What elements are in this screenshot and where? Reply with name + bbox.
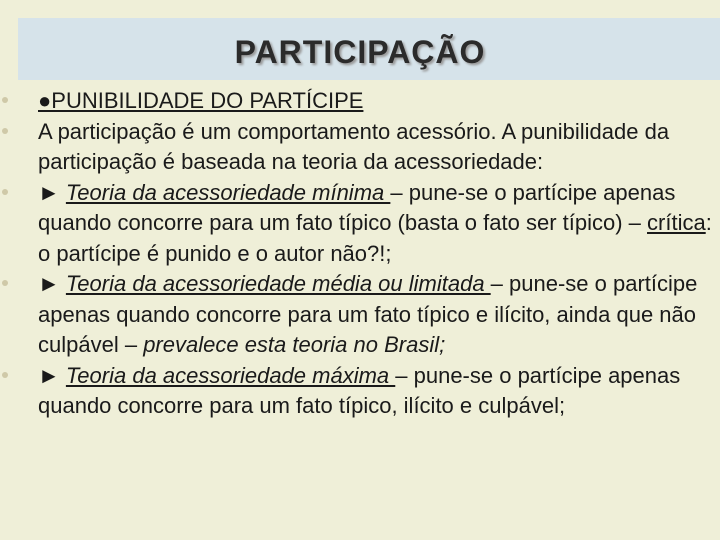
paragraph-maxima — [38, 361, 714, 422]
critica-label: crítica — [647, 210, 706, 235]
bullet-icon — [2, 128, 8, 134]
arrow-marker: ► — [38, 271, 66, 296]
bullet-icon — [2, 189, 8, 195]
paragraph-media — [38, 269, 714, 361]
theory-minima-name: Teoria da acessoriedade mínima — [65, 179, 391, 205]
paragraph-minima — [38, 178, 714, 270]
arrow-marker: ► — [38, 362, 66, 388]
paragraph-intro — [38, 117, 714, 178]
theory-media-text: – pune-se o partícipe apenas quando concorre para um fato típico e ilícito, ainda que não culpável – — [38, 271, 698, 357]
heading-text: ●PUNIBILIDADE DO PARTÍCIPE — [38, 88, 364, 113]
bullet-icon — [2, 280, 8, 286]
paragraph-punibilidade-heading — [38, 86, 714, 117]
intro-text: A participação é um comportamento acessório. A punibilidade da participação é baseada na teoria da acessoriedade: — [38, 118, 670, 174]
slide-title: PARTICIPAÇÃO — [234, 34, 486, 70]
prevalece-text: prevalece esta teoria no Brasil; — [143, 332, 446, 357]
theory-maxima-name: Teoria da acessoriedade máxima — [65, 362, 396, 388]
critica-text: : o partícipe é punido e o autor não?!; — [38, 210, 712, 266]
slide-body — [38, 86, 714, 422]
arrow-marker: ► — [38, 179, 66, 205]
theory-maxima-text: – pune-se o partícipe apenas quando concorre para um fato típico, ilícito e culpável; — [38, 362, 681, 418]
theory-media-name: Teoria da acessoriedade média ou limitada — [65, 271, 491, 296]
theory-minima-text: – pune-se o partícipe apenas quando concorre para um fato típico (basta o fato ser típico) – — [38, 179, 676, 235]
bullet-icon — [2, 97, 8, 103]
bullet-icon — [2, 372, 8, 378]
